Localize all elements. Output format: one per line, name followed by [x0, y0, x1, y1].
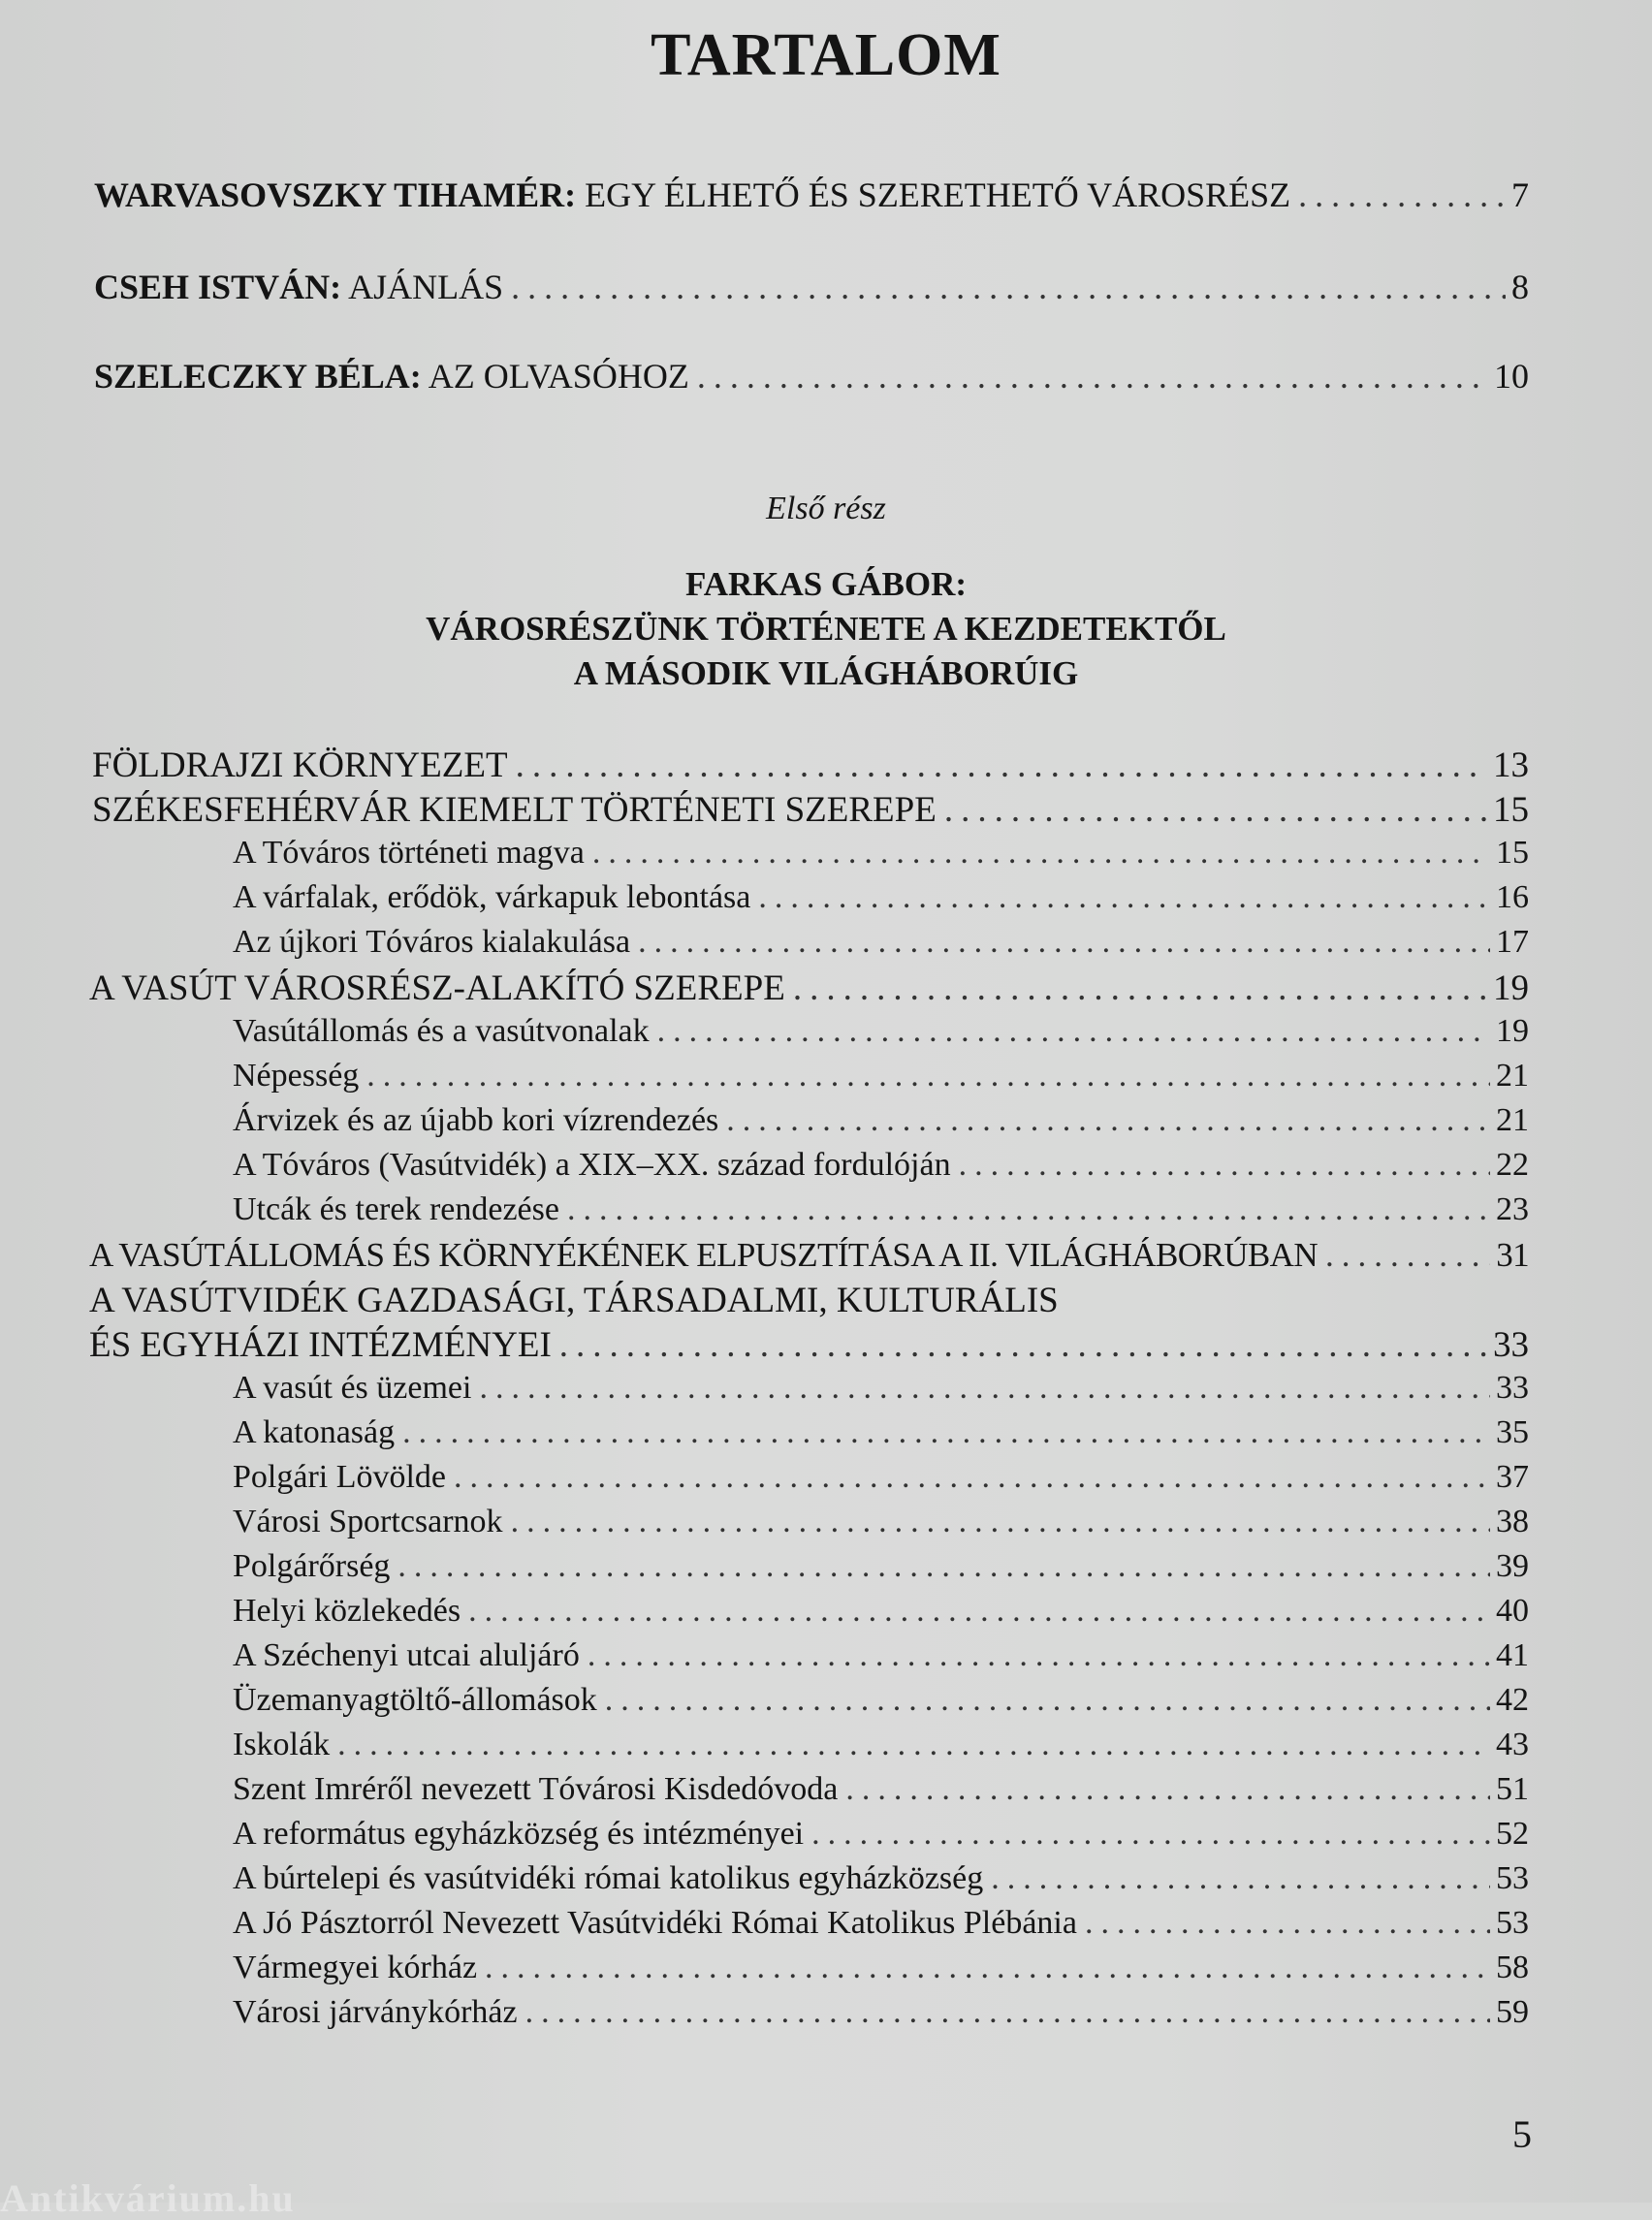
- toc-entry: [89, 1238, 1529, 1272]
- part-heading-line: A MÁSODIK VILÁGHÁBORÚIG: [573, 654, 1079, 692]
- toc-entry-text: Városi Sportcsarnok: [233, 1504, 503, 1539]
- toc-entry-text: Árvizek és az újabb kori vízrendezés: [233, 1102, 719, 1138]
- toc-page-number: 59: [1496, 1994, 1529, 2030]
- toc-page-number: 23: [1496, 1191, 1529, 1227]
- toc-entry-text: A VASÚT VÁROSRÉSZ-ALAKÍTÓ SZEREPE: [89, 968, 785, 1008]
- toc-subentry: [233, 881, 1529, 914]
- toc-intro-entry: [94, 359, 1529, 394]
- dot-leader: [516, 747, 1487, 783]
- toc-subentry: [233, 926, 1529, 959]
- dot-leader: [397, 1550, 1490, 1583]
- toc-page-number: 19: [1496, 1013, 1529, 1049]
- toc-subentry: [233, 1728, 1529, 1761]
- toc-entry-text: Szent Imréről nevezett Tóvárosi Kisdedóvoda: [233, 1771, 839, 1807]
- toc-page-number: 8: [1511, 268, 1529, 306]
- dot-leader: [468, 1595, 1490, 1628]
- part-heading: [0, 562, 1652, 696]
- toc-entry-text: A VASÚTVIDÉK GAZDASÁGI, TÁRSADALMI, KULTURÁLIS: [89, 1281, 1059, 1320]
- dot-leader: [944, 792, 1487, 828]
- toc-author: WARVASOVSZKY TIHAMÉR:: [94, 175, 577, 214]
- toc-page-number: 16: [1496, 879, 1529, 915]
- dot-leader: [485, 1951, 1490, 1984]
- toc-entry-text: A vasút és üzemei: [233, 1370, 472, 1406]
- toc-page-number: 10: [1494, 357, 1529, 396]
- dot-leader: [758, 881, 1490, 914]
- dot-leader: [588, 1639, 1490, 1672]
- dot-leader: [726, 1104, 1490, 1137]
- toc-intro-entry: [94, 177, 1529, 212]
- toc-entry: [92, 747, 1529, 783]
- toc-page-number: 40: [1496, 1593, 1529, 1629]
- part-label: Első rész: [766, 491, 886, 526]
- page-number: 5: [1512, 2112, 1532, 2156]
- dot-leader: [559, 1327, 1487, 1363]
- toc-subentry: [233, 1372, 1529, 1405]
- toc-page-number: 19: [1493, 968, 1529, 1008]
- dot-leader: [959, 1149, 1490, 1182]
- toc-page-number: 37: [1496, 1459, 1529, 1495]
- toc-entry-text: Vasútállomás és a vasútvonalak: [233, 1013, 650, 1049]
- part-heading-line: VÁROSRÉSZÜNK TÖRTÉNETE A KEZDETEKTŐL: [426, 610, 1226, 648]
- toc-entry-text: Vármegyei kórház: [233, 1950, 478, 1985]
- toc-page-number: 53: [1496, 1905, 1529, 1941]
- toc-page-number: 39: [1496, 1548, 1529, 1584]
- toc-page-number: 22: [1496, 1147, 1529, 1183]
- dot-leader: [479, 1372, 1490, 1405]
- dot-leader: [657, 1015, 1490, 1048]
- toc-page-number: 7: [1511, 175, 1529, 214]
- dot-leader: [525, 1996, 1490, 2029]
- toc-subentry: [233, 1773, 1529, 1806]
- toc-page-number: 52: [1496, 1816, 1529, 1852]
- dot-leader: [454, 1461, 1490, 1494]
- toc-page-number: 21: [1496, 1102, 1529, 1138]
- toc-subentry: [233, 1951, 1529, 1984]
- toc-entry-text: A Jó Pásztorról Nevezett Vasútvidéki Római Katolikus Plébánia: [233, 1905, 1077, 1941]
- toc-page-number: 15: [1496, 835, 1529, 871]
- toc-subentry: [233, 1506, 1529, 1538]
- dot-leader: [697, 359, 1488, 394]
- toc-entry-text: Üzemanyagtöltő-állomások: [233, 1682, 597, 1718]
- toc-entry-text: A református egyházközség és intézményei: [233, 1816, 805, 1852]
- toc-page-number: 51: [1496, 1771, 1529, 1807]
- dot-leader: [991, 1862, 1490, 1895]
- toc-entry-text: Népesség: [233, 1058, 360, 1094]
- dot-leader: [366, 1060, 1490, 1093]
- toc-page-number: 43: [1496, 1727, 1529, 1762]
- toc-subentry: [233, 1193, 1529, 1226]
- toc-entry: [92, 792, 1529, 828]
- toc-entry-text: A Széchenyi utcai aluljáró: [233, 1637, 580, 1673]
- toc-page-number: 38: [1496, 1504, 1529, 1539]
- toc-subentry: [233, 1149, 1529, 1182]
- toc-page-number: 15: [1493, 790, 1529, 830]
- toc-subentry: [233, 1595, 1529, 1628]
- toc-entry-text: ÉS EGYHÁZI INTÉZMÉNYEI: [89, 1325, 552, 1365]
- toc-author: CSEH ISTVÁN:: [94, 268, 342, 306]
- toc-subentry: [233, 1060, 1529, 1093]
- toc-subentry: [233, 1996, 1529, 2029]
- toc-page-number: 33: [1496, 1370, 1529, 1406]
- toc-subentry: [233, 1461, 1529, 1494]
- dot-leader: [511, 1506, 1490, 1538]
- toc-entry-text: Polgárőrség: [233, 1548, 391, 1584]
- toc-entry-text: Városi járványkórház: [233, 1994, 518, 2030]
- watermark: Antikvárium.hu: [0, 2176, 296, 2220]
- toc-page-number: 31: [1496, 1236, 1529, 1274]
- toc-page-number: 21: [1496, 1058, 1529, 1094]
- toc-page-number: 53: [1496, 1860, 1529, 1896]
- toc-page-number: 33: [1493, 1325, 1529, 1365]
- dot-leader: [845, 1773, 1490, 1806]
- toc-subentry: [233, 1818, 1529, 1851]
- dot-leader: [567, 1193, 1490, 1226]
- toc-page-number: 35: [1496, 1414, 1529, 1450]
- toc-entry-text: SZÉKESFEHÉRVÁR KIEMELT TÖRTÉNETI SZEREPE: [92, 790, 937, 830]
- toc-intro-entry: [94, 270, 1529, 304]
- dot-leader: [811, 1818, 1490, 1851]
- part-heading-line: FARKAS GÁBOR:: [684, 565, 968, 603]
- dot-leader: [1298, 177, 1506, 212]
- dot-leader: [605, 1684, 1490, 1717]
- toc-entry-text: AJÁNLÁS: [348, 268, 504, 306]
- toc-subentry: [233, 1550, 1529, 1583]
- toc-subentry: [233, 1639, 1529, 1672]
- dot-leader: [402, 1416, 1490, 1449]
- toc-subentry: [233, 1416, 1529, 1449]
- dot-leader: [638, 926, 1490, 959]
- toc-page-number: 13: [1493, 745, 1529, 785]
- toc-entry-text: A búrtelepi és vasútvidéki római katolikus egyházközség: [233, 1860, 984, 1896]
- toc-subentry: [233, 1862, 1529, 1895]
- toc-entry-text: FÖLDRAJZI KÖRNYEZET: [92, 745, 508, 785]
- toc-entry-text: AZ OLVASÓHOZ: [428, 357, 689, 396]
- toc-entry-text: A Tóváros történeti magva: [233, 835, 585, 871]
- toc-page-number: 42: [1496, 1682, 1529, 1718]
- toc-entry: [89, 1327, 1529, 1363]
- toc-entry-text: A Tóváros (Vasútvidék) a XIX–XX. század fordulóján: [233, 1147, 951, 1183]
- dot-leader: [337, 1728, 1490, 1761]
- toc-entry-text: Az újkori Tóváros kialakulása: [233, 924, 631, 960]
- page-title: TARTALOM: [651, 22, 1001, 88]
- toc-subentry: [233, 1684, 1529, 1717]
- dot-leader: [592, 837, 1490, 870]
- dot-leader: [1325, 1238, 1490, 1272]
- toc-page-number: 58: [1496, 1950, 1529, 1985]
- toc-subentry: [233, 837, 1529, 870]
- toc-entry-text: A katonaság: [233, 1414, 396, 1450]
- toc-subentry: [233, 1907, 1529, 1940]
- toc-entry-text: Polgári Lövölde: [233, 1459, 447, 1495]
- toc-author: SZELECZKY BÉLA:: [94, 357, 422, 396]
- toc-entry-text: EGY ÉLHETŐ ÉS SZERETHETŐ VÁROSRÉSZ: [585, 175, 1291, 214]
- dot-leader: [511, 270, 1506, 304]
- dot-leader: [793, 970, 1487, 1006]
- dot-leader: [1085, 1907, 1490, 1940]
- toc-entry-text: Utcák és terek rendezése: [233, 1191, 559, 1227]
- toc-entry-text: A VASÚTÁLLOMÁS ÉS KÖRNYÉKÉNEK ELPUSZTÍTÁSA A II. VILÁGHÁBORÚBAN: [89, 1236, 1318, 1274]
- toc-subentry: [233, 1015, 1529, 1048]
- toc-entry-text: Helyi közlekedés: [233, 1593, 461, 1629]
- toc-entry: [89, 970, 1529, 1006]
- toc-entry-text: Iskolák: [233, 1727, 331, 1762]
- toc-subentry: [233, 1104, 1529, 1137]
- toc-page-number: 17: [1496, 924, 1529, 960]
- toc-entry-text: A várfalak, erődök, várkapuk lebontása: [233, 879, 751, 915]
- toc-page-number: 41: [1496, 1637, 1529, 1673]
